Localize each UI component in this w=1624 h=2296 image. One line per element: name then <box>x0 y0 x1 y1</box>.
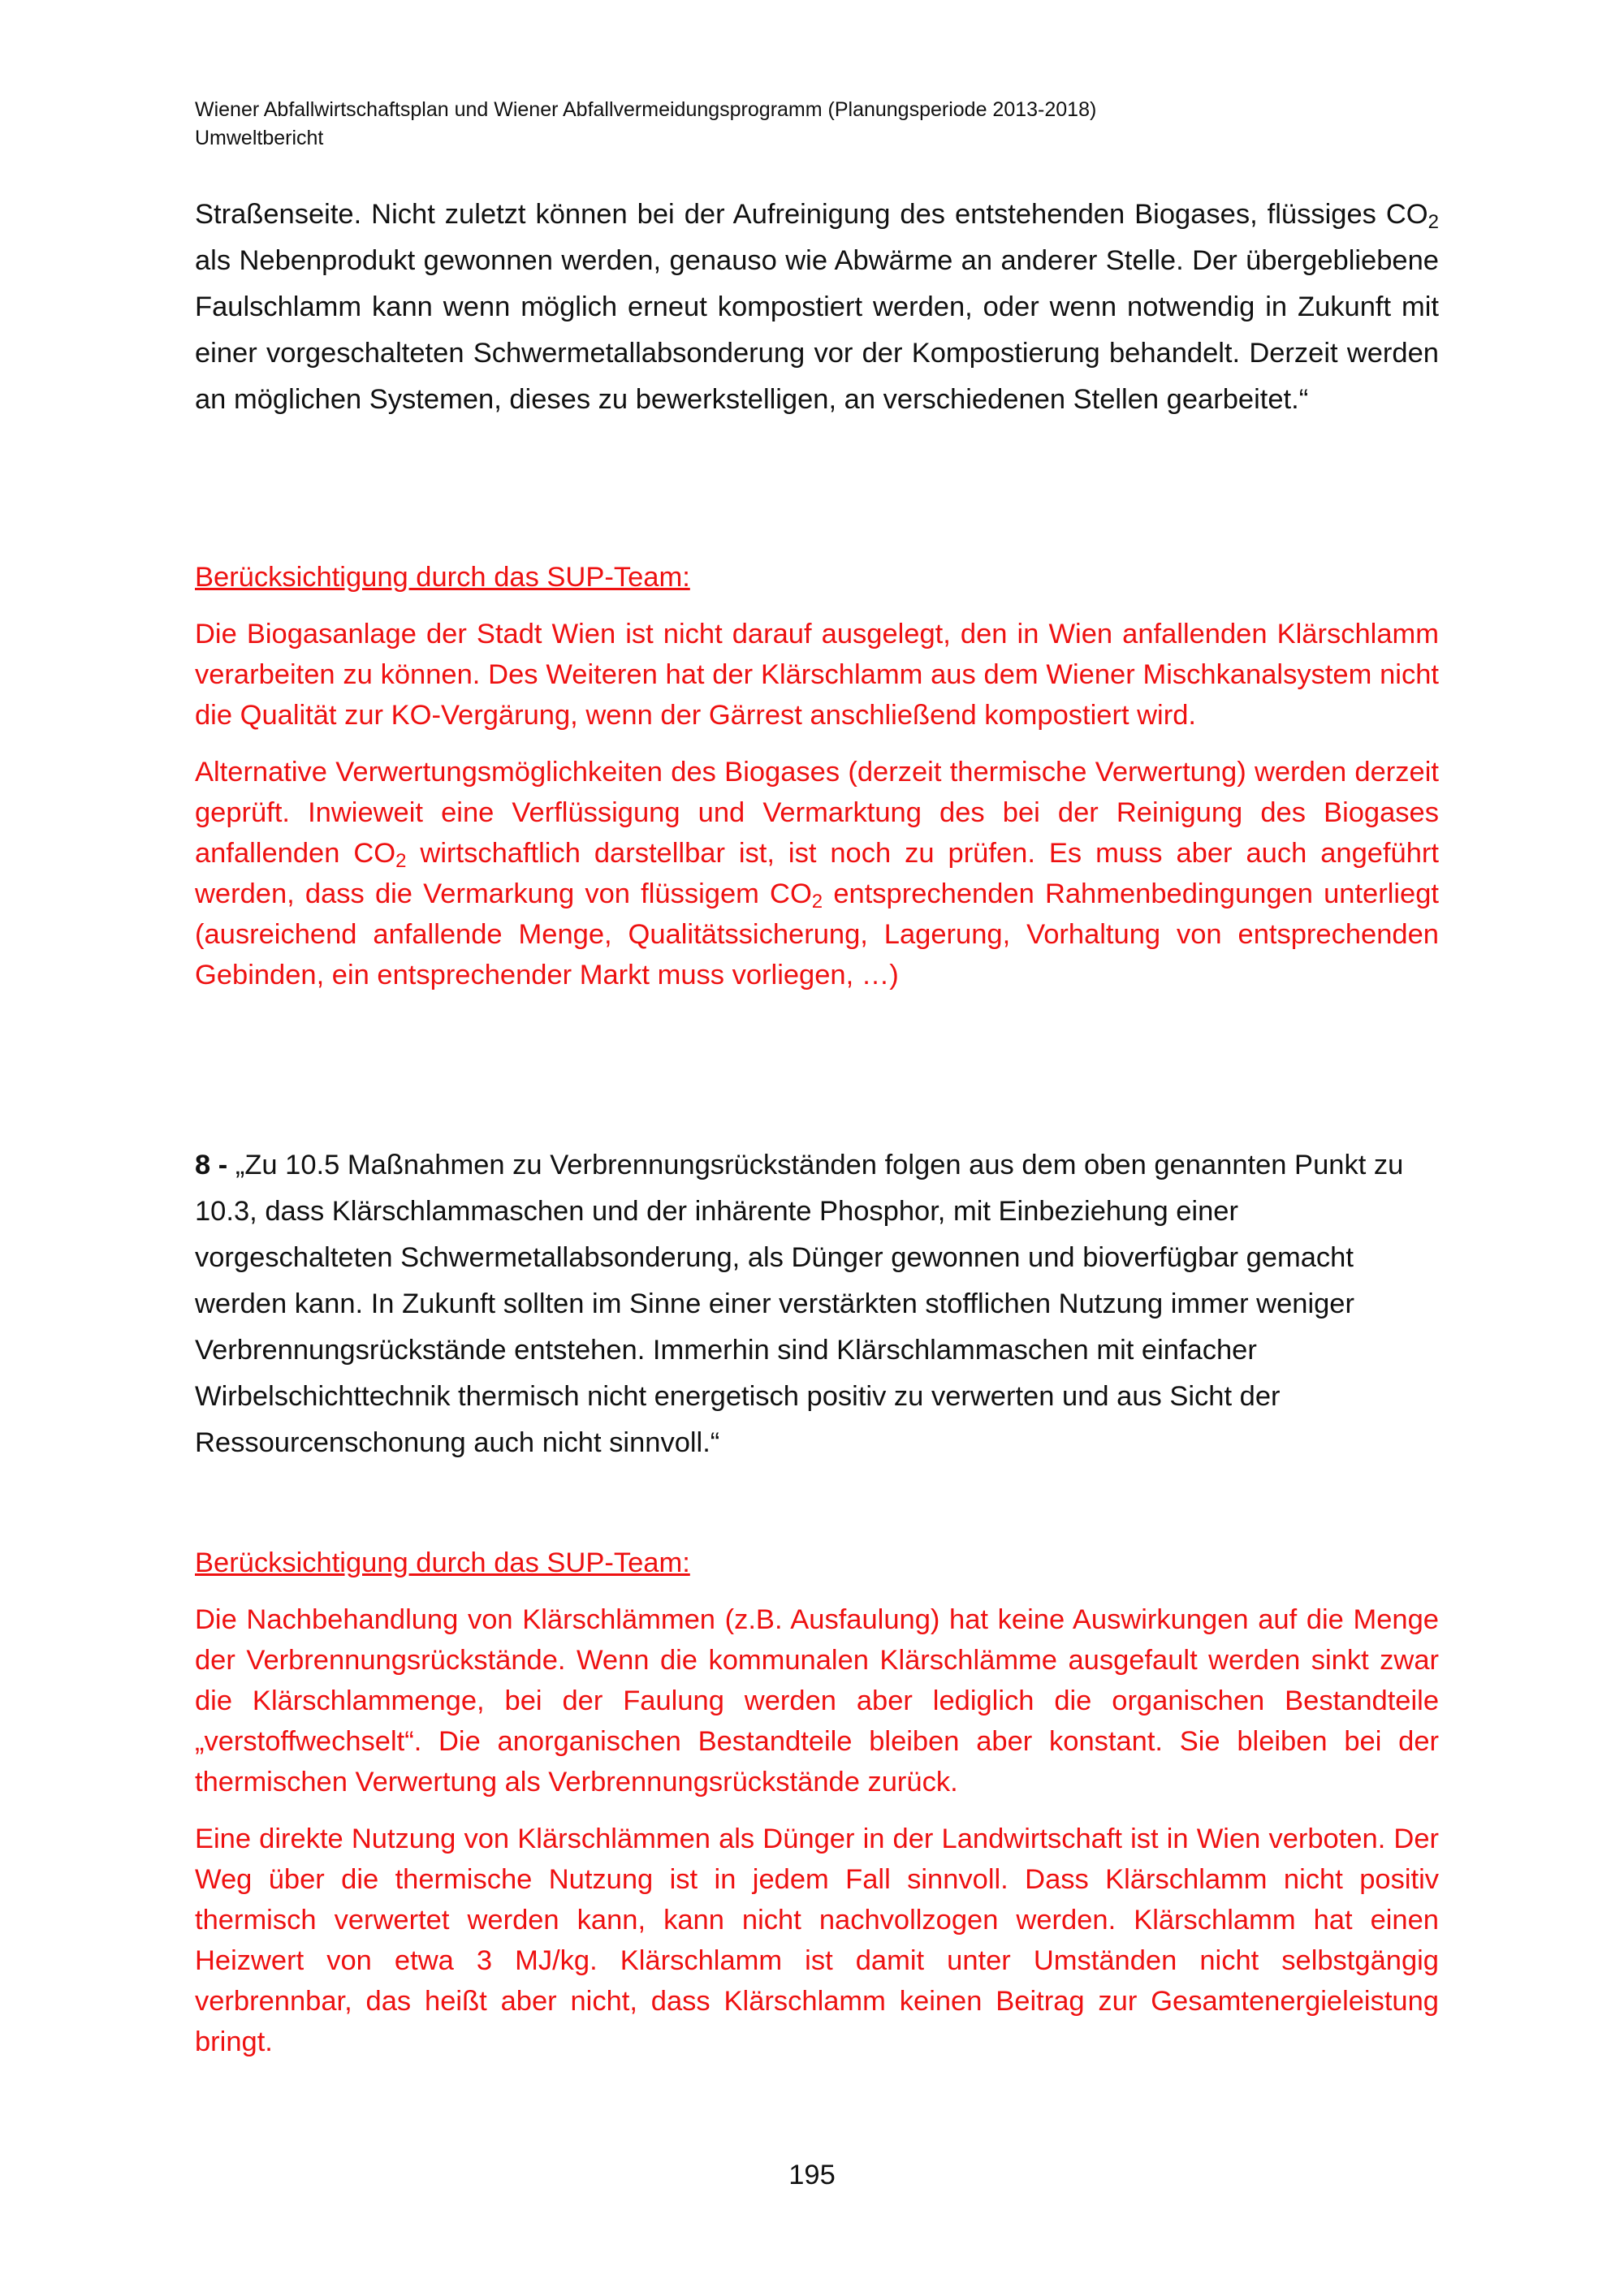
comment-8-section <box>195 1142 1439 1466</box>
comment-text: „Zu 10.5 Maßnahmen zu Verbrennungsrückständen folgen aus dem oben genannten Punkt zu 10.3, dass Klärschlammaschen und der inhärente Phosphor, mit Einbeziehung einer vorgeschalteten Schwermetallabsonderung, als Dünger gewonnen und bioverfügbar gemacht werden kann. In Zukunft sollten im Sinne einer verstärkten stofflichen Nutzung immer weniger Verbrennungsrückstände entstehen. Immerhin sind Klärschlammaschen mit einfacher Wirbelschichttechnik thermisch nicht energetisch positiv zu verwerten und aus Sicht der Ressourcenschonung auch nicht sinnvoll.“ <box>195 1150 1404 1458</box>
response-text: wirtschaftlich darstellbar ist, ist noch zu prüfen. Es muss aber auch angeführt werden, dass die Vermarkung von flüssigem CO <box>195 838 1439 909</box>
header-subtitle: Umweltbericht <box>195 127 324 149</box>
response-text: Alternative Verwertungsmöglichkeiten des Biogases (derzeit thermische Verwertung) werden derzeit geprüft. Inwieweit eine Verflüssigung und Vermarktung des bei der Reinigung des Biogases anfallenden CO <box>195 757 1439 869</box>
quote-paragraph <box>195 192 1439 423</box>
comment-paragraph <box>195 1142 1439 1466</box>
quote-continuation <box>195 192 1439 423</box>
quote-text-2: als Nebenprodukt gewonnen werden, genauso wie Abwärme an anderer Stelle. Der übergebliebene Faulschlamm kann wenn möglich erneut kompostiert werden, oder wenn notwendig in Zukunft mit einer vorgeschalteten Schwermetallabsonderung vor der Kompostierung behandelt. Derzeit werden an möglichen Systemen, dieses zu bewerkstelligen, an verschiedenen Stellen gearbeitet.“ <box>195 245 1439 415</box>
running-header <box>195 96 1462 153</box>
page-number: 195 <box>788 2160 836 2190</box>
response-section-1 <box>195 557 1439 995</box>
quote-text-1: Straßenseite. Nicht zuletzt können bei der Aufreinigung des entstehenden Biogases, flüssiges CO <box>195 199 1428 230</box>
response-section-2 <box>195 1543 1439 2062</box>
header-title: Wiener Abfallwirtschaftsplan und Wiener Abfallvermeidungsprogramm (Planungsperiode 2013-2018) <box>195 98 1097 121</box>
subscript: 2 <box>811 891 823 913</box>
response-paragraph: Eine direkte Nutzung von Klärschlämmen als Dünger in der Landwirtschaft ist in Wien verboten. Der Weg über die thermische Nutzung ist in jedem Fall sinnvoll. Dass Klärschlamm nicht positiv thermisch verwertet werden kann, kann nicht nachvollzogen werden. Klärschlamm hat einen Heizwert von etwa 3 MJ/kg. Klärschlamm ist damit unter Umständen nicht selbstgängig verbrennbar, das heißt aber nicht, dass Klärschlamm keinen Beitrag zur Gesamtenergieleistung bringt. <box>195 1823 1439 2057</box>
subscript: 2 <box>1427 211 1439 233</box>
response-text: entsprechenden Rahmenbedingungen unterliegt (ausreichend anfallende Menge, Qualitätssicherung, Lagerung, Vorhaltung von entsprechenden Gebinden, ein entsprechender Markt muss vorliegen, …) <box>195 878 1439 990</box>
response-paragraph: Die Biogasanlage der Stadt Wien ist nicht darauf ausgelegt, den in Wien anfallenden Klärschlamm verarbeiten zu können. Des Weiteren hat der Klärschlamm aus dem Wiener Mischkanalsystem nicht die Qualität zur KO-Vergärung, wenn der Gärrest anschließend kompostiert wird. <box>195 619 1439 731</box>
subscript: 2 <box>395 850 407 872</box>
response-heading: Berücksichtigung durch das SUP-Team: <box>195 562 690 593</box>
response-paragraph <box>195 752 1439 995</box>
response-heading: Berücksichtigung durch das SUP-Team: <box>195 1547 690 1578</box>
comment-number: 8 - <box>195 1150 228 1180</box>
response-paragraph: Die Nachbehandlung von Klärschlämmen (z.B. Ausfaulung) hat keine Auswirkungen auf die Menge der Verbrennungsrückstände. Wenn die kommunalen Klärschlämme ausgefault werden sinkt zwar die Klärschlammenge, bei der Faulung werden aber lediglich die organischen Bestandteile „verstoffwechselt“. Die anorganischen Bestandteile bleiben aber konstant. Sie bleiben bei der thermischen Verwertung als Verbrennungsrückstände zurück. <box>195 1604 1439 1798</box>
